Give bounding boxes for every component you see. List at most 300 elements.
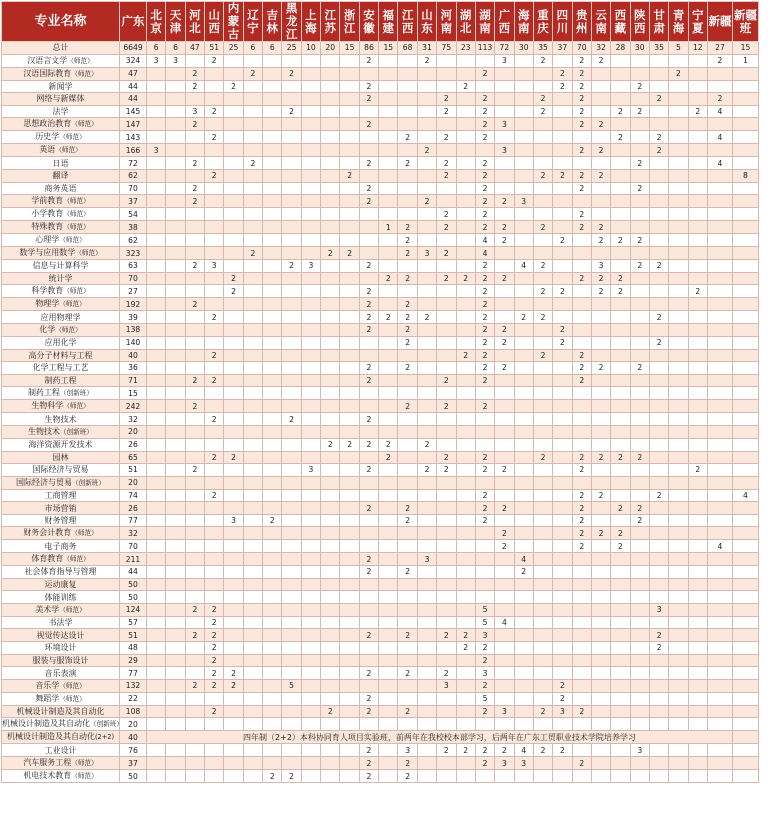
table-cell: 2 <box>669 67 688 80</box>
table-cell: 5 <box>475 692 494 705</box>
major-name <box>2 208 120 221</box>
table-cell: 2 <box>630 157 649 170</box>
table-cell <box>514 298 533 311</box>
table-cell <box>514 157 533 170</box>
major-name <box>2 260 120 273</box>
table-cell <box>205 118 224 131</box>
table-cell: 2 <box>572 374 591 387</box>
table-cell <box>359 349 378 362</box>
table-cell <box>379 387 398 400</box>
table-cell <box>147 654 166 667</box>
table-cell: 2 <box>205 489 224 502</box>
table-cell <box>147 272 166 285</box>
table-cell <box>669 757 688 770</box>
column-header-province: 贵州 <box>572 2 591 42</box>
table-cell <box>669 591 688 604</box>
table-cell <box>495 413 514 426</box>
table-cell <box>591 247 610 260</box>
table-cell <box>611 553 630 566</box>
table-cell <box>514 425 533 438</box>
table-row <box>2 336 759 349</box>
major-name-text: 化学 <box>39 324 56 334</box>
table-cell: 4 <box>514 260 533 273</box>
table-cell <box>398 578 417 591</box>
table-cell <box>147 221 166 234</box>
table-row <box>2 182 759 195</box>
major-name-note: （师范） <box>67 56 94 65</box>
table-cell <box>340 144 359 157</box>
table-cell <box>263 642 282 655</box>
table-row <box>2 679 759 692</box>
major-name-text: 音乐表演 <box>44 668 77 678</box>
table-cell <box>456 692 475 705</box>
table-cell <box>301 387 320 400</box>
table-cell <box>301 667 320 680</box>
table-cell <box>630 464 649 477</box>
table-cell <box>166 157 185 170</box>
table-cell <box>630 208 649 221</box>
table-cell <box>321 157 340 170</box>
table-cell <box>417 578 436 591</box>
table-cell <box>630 642 649 655</box>
table-cell <box>263 182 282 195</box>
major-name <box>2 374 120 387</box>
table-cell <box>185 144 204 157</box>
table-cell <box>707 374 732 387</box>
table-cell <box>243 591 262 604</box>
table-cell <box>630 336 649 349</box>
table-cell <box>669 654 688 667</box>
table-cell <box>572 285 591 298</box>
column-header-province: 云南 <box>591 2 610 42</box>
table-cell <box>340 679 359 692</box>
table-cell <box>437 476 456 489</box>
table-cell: 2 <box>475 489 494 502</box>
table-cell <box>688 169 707 182</box>
table-cell <box>359 476 378 489</box>
table-cell <box>688 400 707 413</box>
table-cell <box>147 157 166 170</box>
table-cell <box>514 464 533 477</box>
table-cell: 2 <box>398 272 417 285</box>
table-cell: 2 <box>533 105 552 118</box>
table-cell <box>205 527 224 540</box>
table-cell <box>514 93 533 106</box>
major-name-note: （师范） <box>55 146 82 155</box>
table-cell: 2 <box>224 80 243 93</box>
table-cell <box>205 502 224 515</box>
major-name-text: 体能训练 <box>44 592 77 602</box>
table-cell <box>611 654 630 667</box>
table-cell <box>649 616 668 629</box>
table-cell: 3 <box>495 705 514 718</box>
table-cell: 51 <box>120 629 147 642</box>
table-cell <box>263 362 282 375</box>
table-cell: 2 <box>185 157 204 170</box>
table-cell <box>243 425 262 438</box>
table-cell <box>669 514 688 527</box>
table-cell <box>417 349 436 362</box>
table-cell <box>649 578 668 591</box>
major-name-text: 国际经济与贸易 <box>32 465 89 475</box>
table-cell <box>166 425 185 438</box>
column-header-province: 江西 <box>398 2 417 42</box>
table-cell <box>359 451 378 464</box>
table-cell <box>417 642 436 655</box>
table-cell: 70 <box>120 540 147 553</box>
table-cell: 44 <box>120 93 147 106</box>
table-cell <box>553 438 572 451</box>
major-name-text: 美术学 <box>35 604 60 614</box>
table-cell <box>669 260 688 273</box>
table-cell <box>321 144 340 157</box>
table-cell: 2 <box>572 362 591 375</box>
table-cell <box>630 438 649 451</box>
table-cell <box>732 105 758 118</box>
table-cell <box>630 603 649 616</box>
table-cell: 2 <box>456 642 475 655</box>
major-name <box>2 247 120 260</box>
table-cell <box>243 234 262 247</box>
table-cell <box>572 260 591 273</box>
table-cell <box>669 234 688 247</box>
major-name-text: 心理学 <box>35 235 60 245</box>
table-cell <box>591 705 610 718</box>
table-cell <box>205 80 224 93</box>
table-cell: 2 <box>282 67 301 80</box>
table-cell <box>147 93 166 106</box>
program-note: 四年制（2+2）本科协同育人项目实验班，前两年在我校校本部学习，后两年在广东工贸职业技术学院培养学习 <box>147 731 733 744</box>
table-cell <box>263 705 282 718</box>
table-cell <box>732 566 758 579</box>
table-cell <box>185 616 204 629</box>
table-cell <box>572 336 591 349</box>
table-cell <box>321 514 340 527</box>
table-cell <box>417 157 436 170</box>
table-cell <box>301 80 320 93</box>
table-cell <box>282 476 301 489</box>
table-cell <box>649 476 668 489</box>
table-cell <box>707 616 732 629</box>
table-cell: 2 <box>205 629 224 642</box>
table-cell <box>417 502 436 515</box>
table-cell <box>166 349 185 362</box>
table-cell <box>456 603 475 616</box>
table-cell <box>340 80 359 93</box>
table-cell <box>301 131 320 144</box>
table-cell: 44 <box>120 80 147 93</box>
major-name <box>2 642 120 655</box>
table-cell <box>398 540 417 553</box>
table-cell <box>611 413 630 426</box>
table-cell <box>224 157 243 170</box>
table-cell <box>630 566 649 579</box>
table-cell <box>611 157 630 170</box>
table-row <box>2 731 759 744</box>
table-cell: 2 <box>475 272 494 285</box>
table-cell <box>553 540 572 553</box>
table-cell: 76 <box>120 744 147 757</box>
table-cell: 40 <box>120 349 147 362</box>
table-row <box>2 234 759 247</box>
table-cell <box>243 221 262 234</box>
table-cell <box>572 629 591 642</box>
table-cell <box>732 502 758 515</box>
table-cell <box>166 400 185 413</box>
table-cell <box>732 451 758 464</box>
table-cell: 2 <box>533 285 552 298</box>
table-cell <box>732 514 758 527</box>
table-cell: 2 <box>224 272 243 285</box>
totals-cell: 86 <box>359 42 378 55</box>
table-cell <box>649 272 668 285</box>
table-row <box>2 566 759 579</box>
table-cell: 2 <box>591 527 610 540</box>
table-cell <box>495 654 514 667</box>
major-name-note: （师范） <box>59 236 86 245</box>
table-cell: 3 <box>437 679 456 692</box>
major-name-text: 科学教育 <box>31 286 64 296</box>
table-cell: 211 <box>120 553 147 566</box>
table-cell <box>732 349 758 362</box>
table-cell <box>301 629 320 642</box>
table-cell <box>514 362 533 375</box>
table-cell: 3 <box>417 247 436 260</box>
table-cell: 2 <box>533 744 552 757</box>
table-cell <box>340 234 359 247</box>
table-cell <box>321 770 340 783</box>
table-row <box>2 654 759 667</box>
table-cell: 2 <box>495 221 514 234</box>
table-cell <box>514 400 533 413</box>
table-cell <box>147 387 166 400</box>
table-cell <box>630 323 649 336</box>
table-cell <box>379 413 398 426</box>
table-cell <box>707 770 732 783</box>
table-cell <box>669 464 688 477</box>
table-cell <box>688 349 707 362</box>
table-cell <box>630 654 649 667</box>
table-cell <box>456 260 475 273</box>
table-cell <box>649 362 668 375</box>
table-cell <box>649 757 668 770</box>
major-name <box>2 272 120 285</box>
table-cell <box>475 144 494 157</box>
table-cell <box>263 323 282 336</box>
table-cell <box>669 425 688 438</box>
table-cell <box>456 514 475 527</box>
table-cell <box>243 679 262 692</box>
table-cell <box>630 578 649 591</box>
totals-cell: 25 <box>282 42 301 55</box>
table-cell <box>707 718 732 731</box>
table-cell: 2 <box>282 105 301 118</box>
table-cell <box>732 323 758 336</box>
table-cell <box>282 387 301 400</box>
table-cell <box>185 451 204 464</box>
table-cell <box>591 591 610 604</box>
table-cell <box>321 425 340 438</box>
table-cell: 3 <box>166 54 185 67</box>
table-cell <box>243 451 262 464</box>
table-cell <box>282 311 301 324</box>
table-cell <box>359 221 378 234</box>
totals-cell: 6649 <box>120 42 147 55</box>
table-cell: 29 <box>120 654 147 667</box>
table-cell <box>224 208 243 221</box>
table-cell <box>340 260 359 273</box>
table-cell <box>243 540 262 553</box>
table-cell: 50 <box>120 578 147 591</box>
table-cell <box>591 336 610 349</box>
table-cell <box>630 476 649 489</box>
table-cell <box>359 234 378 247</box>
table-cell <box>669 451 688 464</box>
table-cell <box>379 770 398 783</box>
table-cell: 2 <box>649 336 668 349</box>
table-cell: 2 <box>437 157 456 170</box>
table-cell: 2 <box>359 502 378 515</box>
table-cell <box>669 770 688 783</box>
table-cell <box>475 553 494 566</box>
table-cell <box>649 566 668 579</box>
table-cell <box>514 527 533 540</box>
table-cell <box>456 182 475 195</box>
table-cell <box>611 566 630 579</box>
table-cell: 57 <box>120 616 147 629</box>
table-cell <box>649 502 668 515</box>
table-cell <box>630 349 649 362</box>
table-cell <box>205 182 224 195</box>
table-cell <box>205 285 224 298</box>
table-cell <box>417 169 436 182</box>
table-cell <box>732 118 758 131</box>
table-cell <box>688 118 707 131</box>
table-cell: 2 <box>359 744 378 757</box>
table-cell <box>514 616 533 629</box>
table-cell <box>437 654 456 667</box>
table-cell: 2 <box>263 770 282 783</box>
table-cell <box>205 362 224 375</box>
table-cell <box>514 679 533 692</box>
table-cell <box>514 131 533 144</box>
table-cell: 2 <box>224 667 243 680</box>
table-cell <box>669 195 688 208</box>
table-cell <box>669 285 688 298</box>
table-cell: 3 <box>495 118 514 131</box>
table-cell <box>243 208 262 221</box>
table-cell <box>263 221 282 234</box>
table-cell <box>359 247 378 260</box>
table-cell <box>243 464 262 477</box>
major-name-note: （师范） <box>63 223 90 232</box>
table-cell <box>611 311 630 324</box>
table-cell: 2 <box>437 400 456 413</box>
table-cell <box>321 692 340 705</box>
table-cell <box>533 438 552 451</box>
table-cell <box>243 553 262 566</box>
table-cell <box>688 744 707 757</box>
table-cell <box>398 553 417 566</box>
table-cell <box>263 527 282 540</box>
table-row <box>2 527 759 540</box>
table-cell <box>732 642 758 655</box>
table-cell <box>533 566 552 579</box>
table-cell <box>359 105 378 118</box>
table-row <box>2 667 759 680</box>
major-name <box>2 311 120 324</box>
table-cell <box>263 285 282 298</box>
table-cell <box>321 540 340 553</box>
table-cell <box>185 770 204 783</box>
table-cell <box>514 502 533 515</box>
table-cell <box>553 93 572 106</box>
table-cell <box>340 208 359 221</box>
table-cell <box>495 566 514 579</box>
table-cell <box>379 169 398 182</box>
table-cell <box>321 413 340 426</box>
table-cell <box>649 770 668 783</box>
table-cell <box>321 616 340 629</box>
table-cell: 3 <box>301 464 320 477</box>
table-cell <box>417 679 436 692</box>
table-cell <box>456 654 475 667</box>
table-cell <box>321 311 340 324</box>
table-cell: 2 <box>688 285 707 298</box>
table-cell <box>224 578 243 591</box>
table-cell <box>611 93 630 106</box>
table-cell: 2 <box>359 629 378 642</box>
table-cell <box>417 591 436 604</box>
table-cell <box>649 692 668 705</box>
table-cell <box>417 692 436 705</box>
table-row <box>2 285 759 298</box>
table-cell <box>166 566 185 579</box>
table-cell <box>147 642 166 655</box>
major-name-text: 应用物理学 <box>40 312 81 322</box>
table-cell <box>205 566 224 579</box>
table-cell: 2 <box>359 553 378 566</box>
column-header-province: 河南 <box>437 2 456 42</box>
table-cell <box>282 131 301 144</box>
table-cell: 2 <box>630 260 649 273</box>
table-row <box>2 476 759 489</box>
table-cell <box>205 221 224 234</box>
table-cell <box>166 195 185 208</box>
table-cell: 2 <box>475 182 494 195</box>
table-cell <box>224 718 243 731</box>
table-cell <box>147 349 166 362</box>
table-cell <box>340 118 359 131</box>
table-cell <box>398 374 417 387</box>
table-cell <box>185 527 204 540</box>
table-cell <box>514 105 533 118</box>
table-cell: 50 <box>120 591 147 604</box>
table-cell <box>340 718 359 731</box>
table-cell <box>495 169 514 182</box>
table-cell <box>147 80 166 93</box>
table-cell <box>340 527 359 540</box>
table-cell: 2 <box>185 182 204 195</box>
table-cell <box>243 144 262 157</box>
table-cell <box>340 629 359 642</box>
table-cell <box>688 514 707 527</box>
major-name-text: 机电技术教育 <box>23 771 72 780</box>
major-name-note: （师范） <box>63 210 90 219</box>
table-cell <box>688 757 707 770</box>
table-cell <box>185 93 204 106</box>
table-cell: 15 <box>120 387 147 400</box>
